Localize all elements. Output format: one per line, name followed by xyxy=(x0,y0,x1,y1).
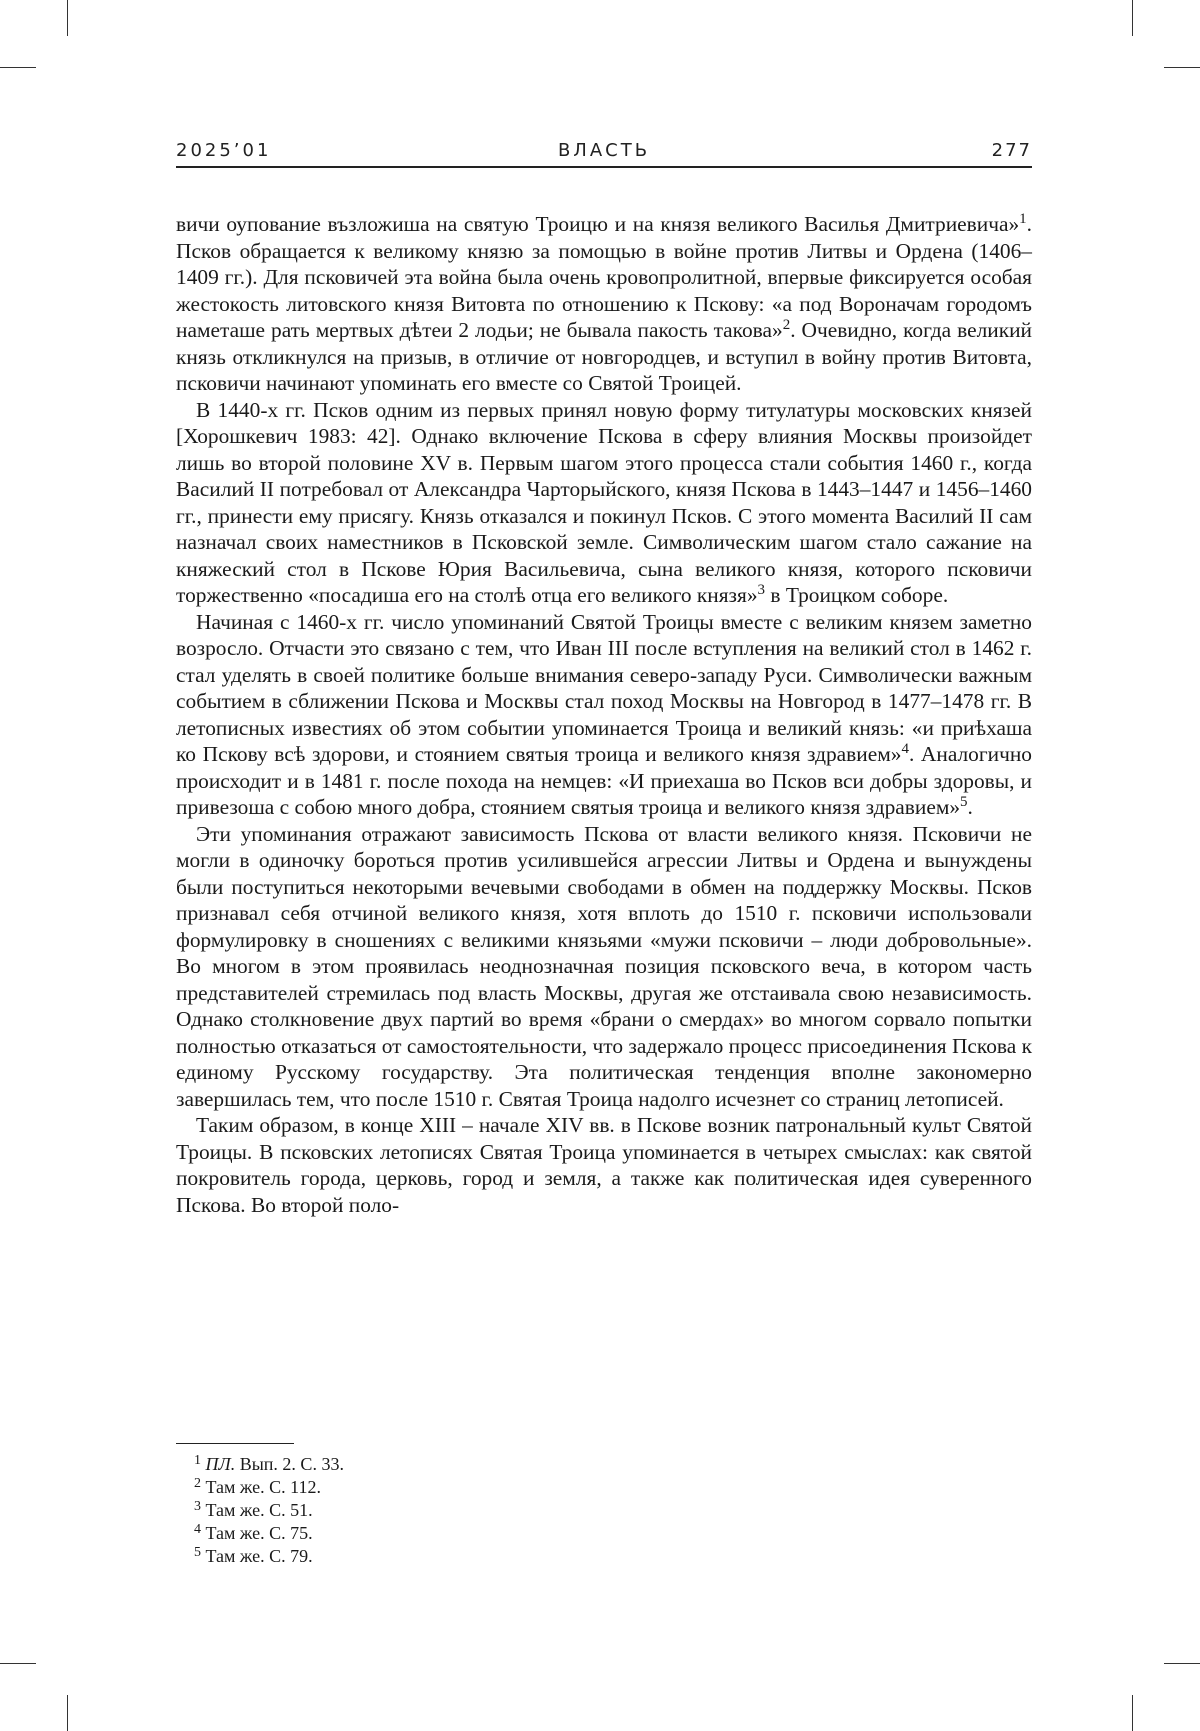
footnote-source: ПЛ. xyxy=(205,1454,236,1474)
paragraph-text: . Псков обращается к великому князю за помощью в войне против Литвы и Ордена (1406–1409 гг.). Для псковичей эта война была очень кровопролитной, впервые фиксируется особая жестокость литовского князя Витовта по отношению к Пскову: «а под Вороначам городомъ наметаше рать мертвых дѣтеи 2 лодьи; не бывала пакость такова» xyxy=(176,212,1032,342)
footnote-ref[interactable]: 5 xyxy=(960,794,968,810)
crop-mark xyxy=(1164,67,1200,68)
footnotes xyxy=(176,1453,1032,1568)
footnote-number: 4 xyxy=(194,1522,201,1537)
crop-mark xyxy=(67,0,68,36)
crop-mark xyxy=(0,1663,36,1664)
paragraph xyxy=(176,211,1032,397)
footnote-text: Вып. 2. С. 33. xyxy=(235,1454,344,1474)
footnote-ref[interactable]: 3 xyxy=(757,582,766,598)
crop-mark xyxy=(1132,0,1133,36)
issue-label: 2025’01 xyxy=(176,140,272,161)
paragraph xyxy=(176,821,1032,1113)
footnote-divider xyxy=(176,1443,294,1444)
running-header xyxy=(176,140,1032,168)
paragraph xyxy=(176,609,1032,821)
paragraph-text: . Очевидно, когда великий князь откликнулся на призыв, в отличие от новгородцев, и вступил в войну против Витовта, псковичи начинают упоминать его вместе со Святой Троицей. xyxy=(176,318,1032,395)
crop-mark xyxy=(1164,1663,1200,1664)
crop-mark xyxy=(67,1695,68,1731)
footnote xyxy=(176,1522,1032,1545)
crop-mark xyxy=(0,67,36,68)
paragraph-text: Эти упоминания отражают зависимость Пскова от власти великого князя. Псковичи не могли в одиночку бороться против усилившейся агрессии Литвы и Ордена и вынуждены были поступиться некоторыми вечевыми свободами в обмен на поддержку Москвы. Псков признавал себя отчиной великого князя, хотя вплоть до 1510 г. псковичи использовали формулировку в сношениях с великими князьями «мужи псковичи – люди добровольные». Во многом в этом проявилась неоднозначная позиция псковского веча, в котором часть представителей стремилась под власть Москвы, другая же отстаивала свою независимость. Однако столкновение двух партий во время «брани о смердах» во многом сорвало попытки полностью отказаться от самостоятельности, что задержало процесс присоединения Пскова к единому Русскому государству. Эта политическая тенденция вполне закономерно завершилась тем, что после 1510 г. Святая Троица надолго исчезнет со страниц летописей. xyxy=(176,821,1032,1111)
article-body xyxy=(176,211,1032,1218)
footnote xyxy=(176,1453,1032,1476)
footnote xyxy=(176,1545,1032,1568)
footnote-ref[interactable]: 1 xyxy=(1019,211,1027,227)
paragraph xyxy=(176,1112,1032,1218)
footnote xyxy=(176,1476,1032,1499)
footnote-text: Там же. С. 75. xyxy=(205,1523,313,1543)
journal-title: ВЛАСТЬ xyxy=(557,140,651,161)
paragraph-text: вичи оупование възложиша на святую Троицю и на князя великого Василья Дмитриевича» xyxy=(176,212,1020,236)
paragraph-text: в Троицком соборе. xyxy=(765,583,949,607)
footnote-number: 1 xyxy=(194,1453,201,1468)
footnote-ref[interactable]: 4 xyxy=(901,741,909,757)
paragraph-text: . xyxy=(967,795,973,819)
crop-mark xyxy=(1132,1695,1133,1731)
paragraph xyxy=(176,397,1032,609)
paragraph-text: В 1440-х гг. Псков одним из первых принял новую форму титулатуры московских князей [Хорошкевич 1983: 42]. Однако включение Пскова в сферу влияния Москвы произойдет лишь во второй половине XV в. Первым шагом этого процесса стали события 1460 г., когда Василий II потребовал от Александра Чарторыйского, князя Пскова в 1443–1447 и 1456–1460 гг., принести ему присягу. Князь отказался и покинул Псков. С этого момента Василий II сам назначал своих наместников в Псковской земле. Символическим шагом стало сажание на княжеский стол в Пскове Юрия Васильевича, сына великого князя, которого псковичи торжественно «посадиша его на столѣ отца его великого князя» xyxy=(176,397,1032,607)
footnote-text: Там же. С. 112. xyxy=(205,1477,321,1497)
footnote-number: 5 xyxy=(194,1545,201,1560)
footnote-number: 3 xyxy=(194,1499,201,1514)
paragraph-text: Таким образом, в конце XIII – начале XIV вв. в Пскове возник патрональный культ Святой Троицы. В псковских летописях Святая Троица упоминается в четырех смыслах: как святой покровитель города, церковь, город и земля, а также как политическая идея суверенного Пскова. Во второй поло- xyxy=(176,1113,1032,1217)
footnote-text: Там же. С. 79. xyxy=(205,1546,313,1566)
footnote-text: Там же. С. 51. xyxy=(205,1500,313,1520)
footnote-number: 2 xyxy=(194,1476,201,1491)
footnote xyxy=(176,1499,1032,1522)
page-number: 277 xyxy=(991,140,1032,161)
paragraph-text: . Аналогично происходит и в 1481 г. после похода на немцев: «И приехаша во Псков вси добры здоровы, и привезоша с собою много добра, стоянием святыя троица и великого князя здравием» xyxy=(176,742,1032,819)
paragraph-text: Начиная с 1460-х гг. число упоминаний Святой Троицы вместе с великим князем заметно возросло. Отчасти это связано с тем, что Иван III после вступления на великий стол в 1462 г. стал уделять в своей политике больше внимания северо-западу Руси. Символически важным событием в сближении Пскова и Москвы стал поход Москвы на Новгород в 1477–1478 гг. В летописных известиях об этом событии упоминается Троица и великий князь: «и приѣхаша ко Пскову всѣ здорови, и стоянием святыя троица и великого князя здравием» xyxy=(176,609,1032,766)
footnote-ref[interactable]: 2 xyxy=(782,317,791,333)
